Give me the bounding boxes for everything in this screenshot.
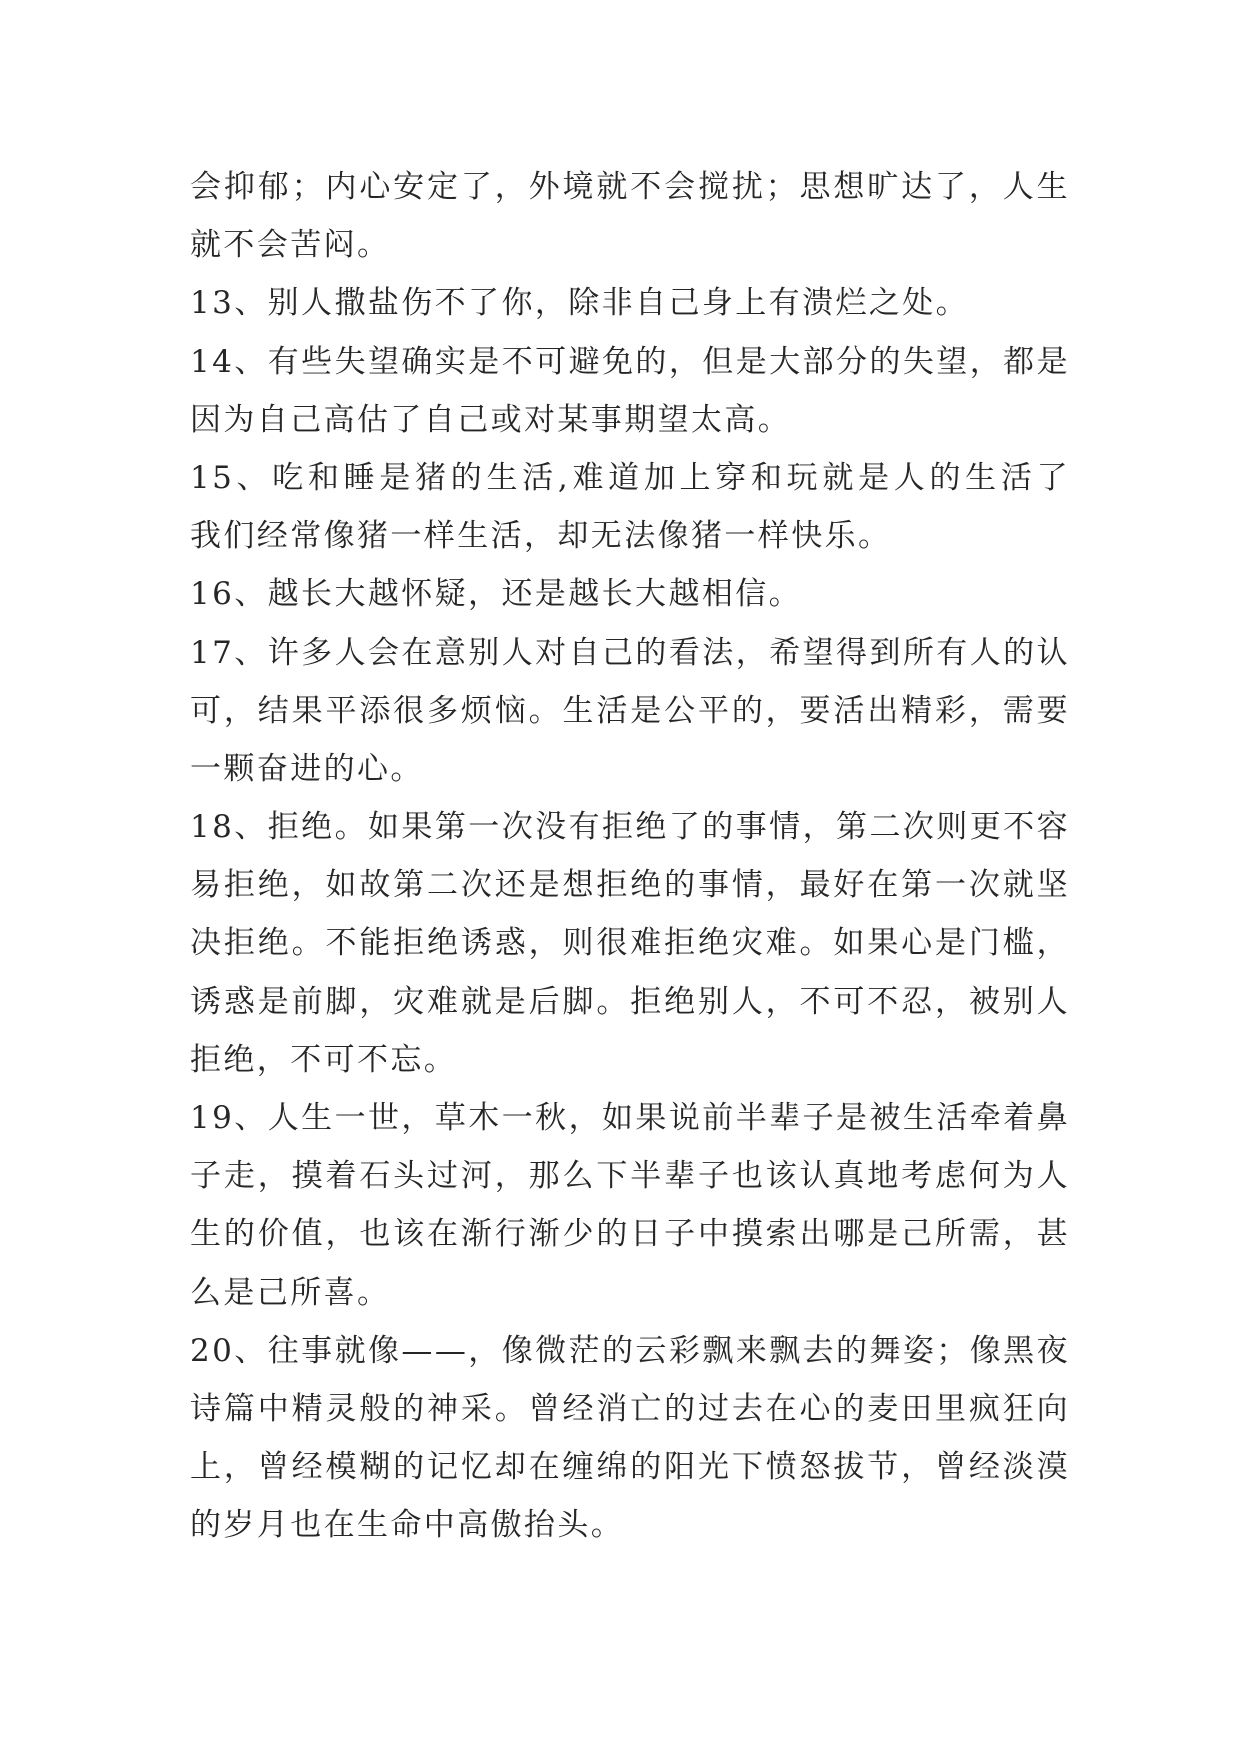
text-line: 易拒绝，如故第二次还是想拒绝的事情，最好在第一次就坚	[190, 867, 1070, 904]
text-line: 15、吃和睡是猪的生活,难道加上穿和玩就是人的生活了	[190, 459, 1070, 496]
text-line: 20、往事就像——，像微茫的云彩飘来飘去的舞姿；像黑夜	[190, 1332, 1070, 1369]
text-line: 18、拒绝。如果第一次没有拒绝了的事情，第二次则更不容	[190, 809, 1070, 846]
text-line: 16、越长大越怀疑，还是越长大越相信。	[190, 576, 803, 613]
text-line: 决拒绝。不能拒绝诱惑，则很难拒绝灾难。如果心是门槛，	[190, 925, 1070, 962]
text-line: 我们经常像猪一样生活，却无法像猪一样快乐。	[190, 518, 892, 555]
text-line: 诗篇中精灵般的神采。曾经消亡的过去在心的麦田里疯狂向	[190, 1390, 1070, 1427]
text-line: 14、有些失望确实是不可避免的，但是大部分的失望，都是	[190, 343, 1070, 380]
text-line: 子走，摸着石头过河，那么下半辈子也该认真地考虑何为人	[190, 1158, 1070, 1195]
text-line: 会抑郁；内心安定了，外境就不会搅扰；思想旷达了，人生	[190, 169, 1070, 205]
text-line: 17、许多人会在意别人对自己的看法，希望得到所有人的认	[190, 634, 1070, 671]
text-line: 13、别人撒盐伤不了你，除非自己身上有溃烂之处。	[190, 285, 970, 322]
text-line: 诱惑是前脚，灾难就是后脚。拒绝别人，不可不忍，被别人	[190, 983, 1070, 1020]
text-line: 的岁月也在生命中高傲抬头。	[190, 1507, 625, 1544]
text-line: 上，曾经模糊的记忆却在缠绵的阳光下愤怒拔节，曾经淡漠	[190, 1449, 1070, 1486]
text-line: 19、人生一世，草木一秋，如果说前半辈子是被生活牵着鼻	[190, 1100, 1070, 1136]
text-line: 就不会苦闷。	[190, 227, 391, 264]
text-line: 拒绝，不可不忘。	[190, 1041, 458, 1078]
text-line: 因为自己高估了自己或对某事期望太高。	[190, 401, 792, 438]
text-line: 一颗奋进的心。	[190, 750, 424, 787]
document-body	[190, 158, 1070, 1555]
text-line: 么是己所喜。	[190, 1274, 391, 1311]
text-line: 可，结果平添很多烦恼。生活是公平的，要活出精彩，需要	[190, 692, 1070, 729]
text-line: 生的价值，也该在渐行渐少的日子中摸索出哪是己所需，甚	[190, 1216, 1070, 1253]
